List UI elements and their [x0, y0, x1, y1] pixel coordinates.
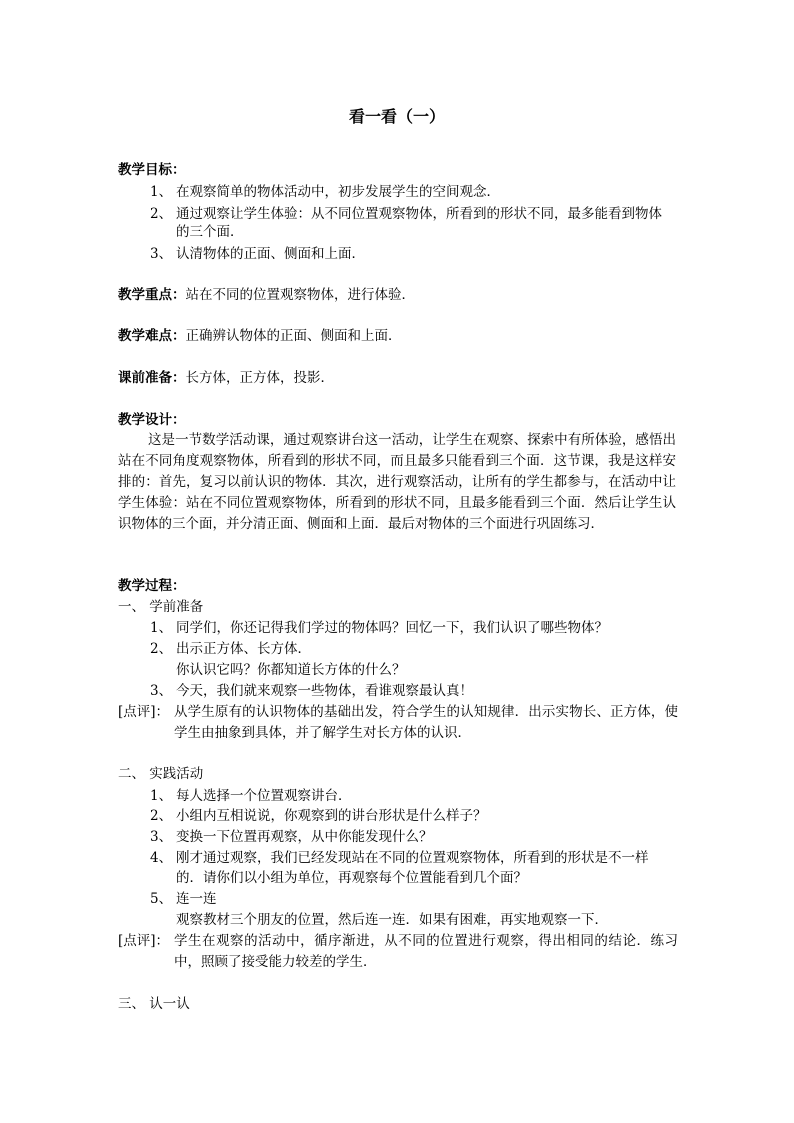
objective-item-1 [150, 182, 500, 202]
item-number: 2、 [150, 808, 173, 824]
comment-label: [点评]： [118, 704, 170, 720]
item-number: 1、 [150, 184, 173, 200]
difficulty [118, 326, 402, 346]
item-text: 刚才通过观察，我们已经发现站在不同的位置观察物体，所看到的形状是不一样 [176, 850, 649, 866]
section2-item-5-continued: 观察教材三个朋友的位置，然后连一连．如果有困难，再实地观察一下． [176, 912, 608, 928]
item-text: 同学们，你还记得我们学过的物体吗？回忆一下，我们认识了哪些物体？ [176, 620, 608, 636]
key-point [118, 285, 415, 305]
page-title: 看一看（一） [348, 107, 445, 126]
section2-item-3 [150, 827, 433, 847]
item-number: 1、 [150, 620, 173, 636]
section2-title: 二、 实践活动 [118, 766, 204, 782]
difficulty-text: 正确辨认物体的正面、侧面和上面． [185, 328, 402, 344]
item-text: 出示正方体、长方体． [176, 641, 311, 657]
item-text: 在观察简单的物体活动中，初步发展学生的空间观念． [176, 184, 500, 200]
item-number: 2、 [150, 206, 173, 222]
design-heading: 教学设计： [118, 412, 186, 428]
process-heading: 教学过程： [118, 578, 186, 594]
item-number: 3、 [150, 683, 173, 699]
section3-title: 三、 认一认 [118, 996, 190, 1012]
objective-item-2 [150, 204, 662, 224]
item-text: 通过观察让学生体验：从不同位置观察物体，所看到的形状不同，最多能看到物体 [176, 206, 662, 222]
section2-item-1 [150, 786, 352, 806]
item-text: 今天，我们就来观察一些物体，看谁观察最认真！ [176, 683, 473, 699]
item-text: 每人选择一个位置观察讲台． [176, 788, 352, 804]
comment-label: [点评]： [118, 933, 170, 949]
preparation-text: 长方体，正方体，投影． [185, 370, 334, 386]
comment-text: 学生在观察的活动中，循序渐进，从不同的位置进行观察，得出相同的结论．练习中，照顾了接受能力较差的学生． [174, 933, 678, 970]
item-number: 3、 [150, 829, 173, 845]
section1-title: 一、 学前准备 [118, 599, 204, 615]
item-number: 2、 [150, 641, 173, 657]
section1-item-3 [150, 681, 473, 701]
section1-item-2 [150, 639, 311, 659]
section2-item-4-continued: 的．请你们以小组为单位，再观察每个位置能看到几个面？ [176, 870, 527, 886]
objectives-heading: 教学目标： [118, 162, 186, 178]
key-point-label: 教学重点： [118, 287, 186, 303]
section2-item-2 [150, 806, 487, 826]
item-number: 1、 [150, 788, 173, 804]
section1-item-1 [150, 618, 608, 638]
item-text: 连一连 [176, 891, 217, 907]
item-number: 5、 [150, 891, 173, 907]
difficulty-label: 教学难点： [118, 328, 186, 344]
section1-item-2-continued: 你认识它吗？你都知道长方体的什么？ [176, 662, 406, 678]
item-text: 小组内互相说说，你观察到的讲台形状是什么样子？ [176, 808, 487, 824]
item-text: 变换一下位置再观察，从中你能发现什么？ [176, 829, 433, 845]
item-number: 4、 [150, 850, 173, 866]
objective-item-3 [150, 244, 365, 264]
section2-item-5 [150, 889, 217, 909]
preparation-label: 课前准备： [118, 370, 186, 386]
key-point-text: 站在不同的位置观察物体，进行体验． [185, 287, 415, 303]
design-paragraph: 这是一节数学活动课，通过观察讲台这一活动，让学生在观察、探索中有所体验，感悟出站在不同角度观察物体，所看到的形状不同，而且最多只能看到三个面．这节课，我是这样安排的：首先，复习以前认识的物体．其次，进行观察活动，让所有的学生都参与，在活动中让学生体验：站在不同位置观察物体，所看到的形状不同，且最多能看到三个面．然后让学生认识物体的三个面，并分清正面、侧面和上面．最后对物体的三个面进行巩固练习． [118, 432, 676, 532]
section2-item-4 [150, 848, 649, 868]
item-text: 认清物体的正面、侧面和上面． [176, 246, 365, 262]
objective-item-2-continued: 的三个面． [176, 224, 244, 240]
comment-text: 从学生原有的认识物体的基础出发，符合学生的认知规律．出示实物长、正方体，使学生由抽象到具体，并了解学生对长方体的认识． [174, 704, 678, 741]
item-number: 3、 [150, 246, 173, 262]
preparation [118, 368, 334, 388]
